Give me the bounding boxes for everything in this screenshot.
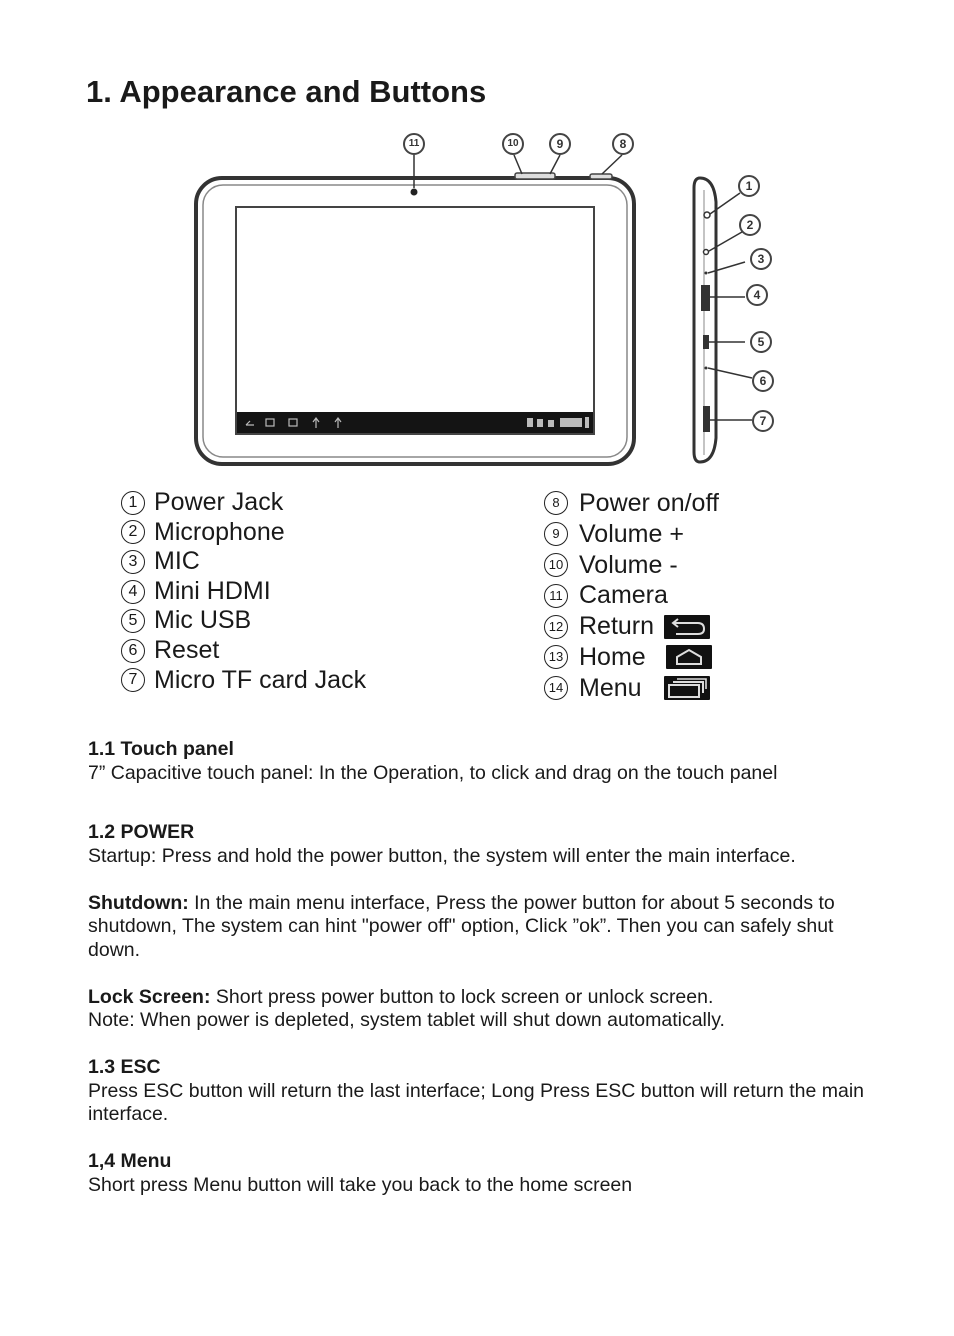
section-power <box>88 821 878 868</box>
section-heading: 1.1 Touch panel <box>88 738 234 760</box>
tablet-diagram <box>0 0 954 480</box>
legend-label: Mini HDMI <box>154 576 271 605</box>
legend-item <box>544 550 719 581</box>
shutdown-text: In the main menu interface, Press the power button for about 5 seconds to shutdown, The system can hint "power off" option, Click ”ok”. Then you can safely shut down. <box>88 891 835 961</box>
legend-item <box>121 606 366 636</box>
callout-6: 6 <box>752 370 774 392</box>
legend-number: 6 <box>121 639 145 663</box>
callout-11: 11 <box>403 133 425 155</box>
legend-label: Volume + <box>579 519 684 548</box>
camera-lens <box>411 189 418 196</box>
legend-item <box>121 577 366 607</box>
callout-3: 3 <box>750 248 772 270</box>
legend-label: Home <box>579 642 646 671</box>
legend-left <box>121 488 366 695</box>
callout-4: 4 <box>746 284 768 306</box>
lock-text: Short press power button to lock screen or unlock screen. <box>210 985 714 1008</box>
legend-number: 13 <box>544 645 568 669</box>
callout-5: 5 <box>750 331 772 353</box>
legend-item <box>544 673 719 704</box>
section-menu <box>88 1150 878 1197</box>
legend-right <box>544 488 719 704</box>
legend-label: Mic USB <box>154 606 252 635</box>
callout-9: 9 <box>549 133 571 155</box>
legend-item <box>121 636 366 666</box>
legend-label: MIC <box>154 547 200 576</box>
section-touch-panel <box>88 738 878 785</box>
legend-number: 1 <box>121 491 145 515</box>
legend-number: 7 <box>121 668 145 692</box>
legend-number: 9 <box>544 522 568 546</box>
shutdown-paragraph <box>88 892 878 963</box>
page-title: 1. Appearance and Buttons <box>86 74 487 109</box>
legend-number: 11 <box>544 584 568 608</box>
legend-number: 4 <box>121 580 145 604</box>
legend-item <box>544 611 719 642</box>
callout-2: 2 <box>739 214 761 236</box>
lock-label: Lock Screen: <box>88 985 211 1008</box>
legend-item <box>121 666 366 696</box>
callout-1: 1 <box>738 175 760 197</box>
note-text: Note: When power is depleted, system tablet will shut down automatically. <box>88 1009 725 1031</box>
legend-item <box>121 547 366 577</box>
shutdown-label: Shutdown: <box>88 891 189 914</box>
callout-7: 7 <box>752 410 774 432</box>
legend-label: Camera <box>579 581 668 610</box>
startup-text: Startup: Press and hold the power button, the system will enter the main interface. <box>88 844 796 867</box>
section-esc <box>88 1056 878 1127</box>
legend-label: Menu <box>579 673 642 702</box>
callout-8: 8 <box>612 133 634 155</box>
manual-content <box>88 738 878 1221</box>
legend-label: Power Jack <box>154 488 284 516</box>
section-heading: 1.2 POWER <box>88 821 195 843</box>
legend-number: 10 <box>544 553 568 577</box>
section-text: Short press Menu button will take you back to the home screen <box>88 1173 633 1196</box>
section-text: 7” Capacitive touch panel: In the Operation, to click and drag on the touch panel <box>88 761 778 784</box>
section-lock-screen <box>88 986 878 1033</box>
section-shutdown <box>88 892 878 963</box>
legend-item <box>544 580 719 611</box>
section-heading: 1.3 ESC <box>88 1056 161 1078</box>
legend-label: Volume - <box>579 550 678 579</box>
home-icon <box>666 645 712 669</box>
legend-label: Power on/off <box>579 489 719 517</box>
legend-number: 14 <box>544 676 568 700</box>
legend-number: 12 <box>544 615 568 639</box>
menu-icon <box>664 676 710 700</box>
legend-item <box>544 519 719 550</box>
legend-item <box>544 488 719 519</box>
section-text: Press ESC button will return the last interface; Long Press ESC button will return the main interface. <box>88 1079 865 1125</box>
legend-number: 8 <box>544 491 568 515</box>
legend-label: Microphone <box>154 517 285 546</box>
legend-item <box>544 642 719 673</box>
lock-paragraph <box>88 986 878 1010</box>
legend-label: Reset <box>154 635 220 664</box>
legend-number: 5 <box>121 609 145 633</box>
legend-item <box>121 488 366 518</box>
tablet-screen <box>236 207 594 434</box>
callout-10: 10 <box>502 133 524 155</box>
legend-number: 3 <box>121 550 145 574</box>
legend-item <box>121 518 366 548</box>
legend-label: Return <box>579 612 655 641</box>
legend-label: Micro TF card Jack <box>154 665 367 694</box>
return-icon <box>664 615 710 639</box>
legend-number: 2 <box>121 520 145 544</box>
section-heading: 1,4 Menu <box>88 1150 172 1172</box>
